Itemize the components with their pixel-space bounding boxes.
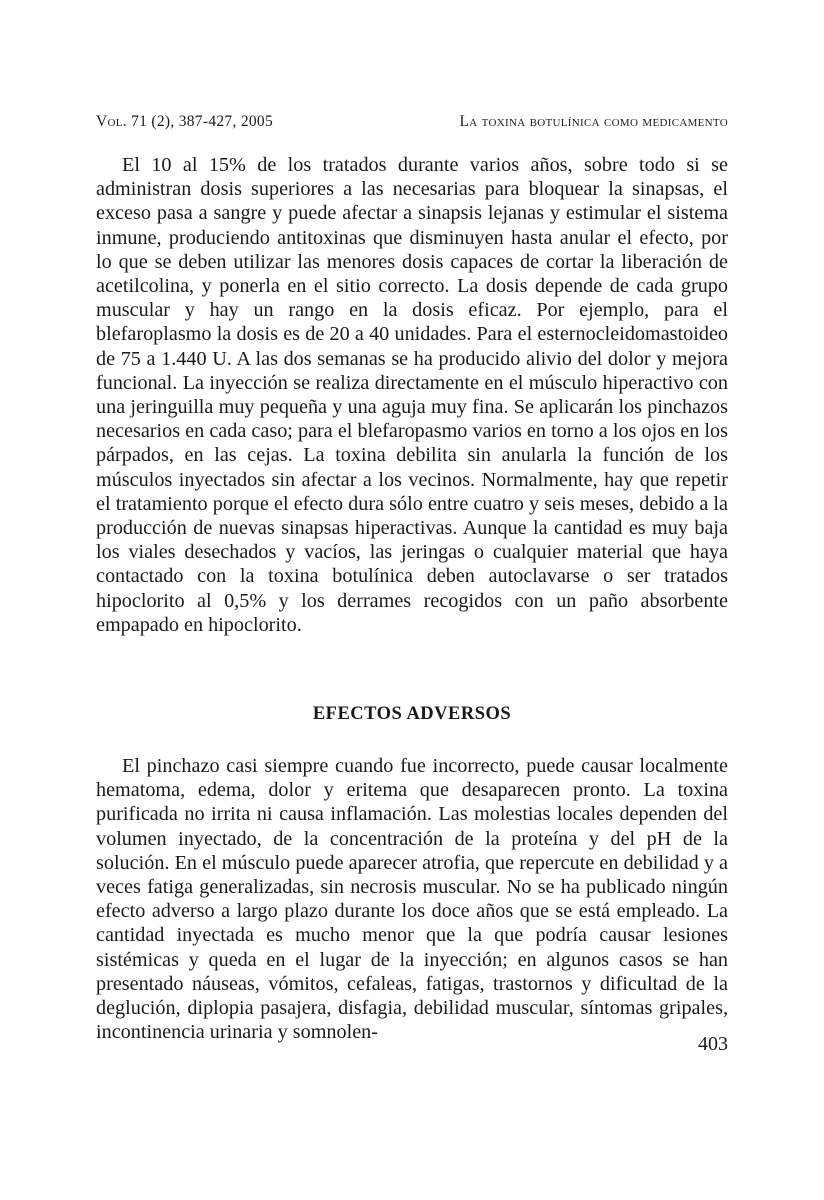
body-paragraph-adverse-effects xyxy=(96,754,728,1044)
paragraph-text: El pinchazo casi siempre cuando fue incorrecto, puede causar localmente hematoma, edema, dolor y eritema que desaparecen pronto. La toxina purificada no irrita ni causa inflamación. Las molestias locales dependen del volumen inyectado, de la concentración de la proteína y del pH de la solución. En el músculo puede aparecer atrofia, que repercute en debilidad y a veces fatiga generalizadas, sin necrosis muscular. No se ha publicado ningún efecto adverso a largo plazo durante los doce años que se está empleado. La cantidad inyectada es mucho menor que la que podría causar lesiones sistémicas y queda en el lugar de la inyección; en algunos casos se han presentado náuseas, vómitos, cefaleas, fatigas, trastornos y dificultad de la deglución, diplopia pasajera, disfagia, debilidad muscular, síntomas gripales, incontinencia urinaria y somnolen- xyxy=(96,755,728,1044)
running-head-title: La toxina botulínica como medicamento xyxy=(459,113,728,130)
running-head-volume: Vol. 71 (2), 387-427, 2005 xyxy=(96,113,274,130)
section-heading-adverse-effects: EFECTOS ADVERSOS xyxy=(312,704,512,724)
page-number: 403 xyxy=(698,1033,728,1055)
body-paragraph-dosage xyxy=(96,153,728,637)
paragraph-text: El 10 al 15% de los tratados durante varios años, sobre todo si se administran dosis superiores a las necesarias para bloquear la sinapsas, el exceso pasa a sangre y puede afectar a sinapsis lejanas y estimular el sistema inmune, produciendo antitoxinas que disminuyen hasta anular el efecto, por lo que se deben utilizar las menores dosis capaces de cortar la liberación de acetilcolina, y ponerla en el sitio correcto. La dosis depende de cada grupo muscular y hay un rango en la dosis eficaz. Por ejemplo, para el blefaroplasmo la dosis es de 20 a 40 unidades. Para el esternocleidomastoideo de 75 a 1.440 U. A las dos semanas se ha producido alivio del dolor y mejora funcional. La inyección se realiza directamente en el músculo hiperactivo con una jeringuilla muy pequeña y una aguja muy fina. Se aplicarán los pinchazos necesarios en cada caso; para el blefaropasmo varios en torno a los ojos en los párpados, en las cejas. La toxina debilita sin anularla la función de los músculos inyectados sin afectar a los vecinos. Normalmente, hay que repetir el tratamiento porque el efecto dura sólo entre cuatro y seis meses, debido a la producción de nuevas sinapsas hiperactivas. Aunque la cantidad es muy baja los viales desechados y vacíos, las jeringas o cualquier material que haya contactado con la toxina botulínica deben autoclavarse o ser tratados hipoclorito al 0,5% y los derrames recogidos con un paño absorbente empapado en hipoclorito. xyxy=(96,154,728,636)
